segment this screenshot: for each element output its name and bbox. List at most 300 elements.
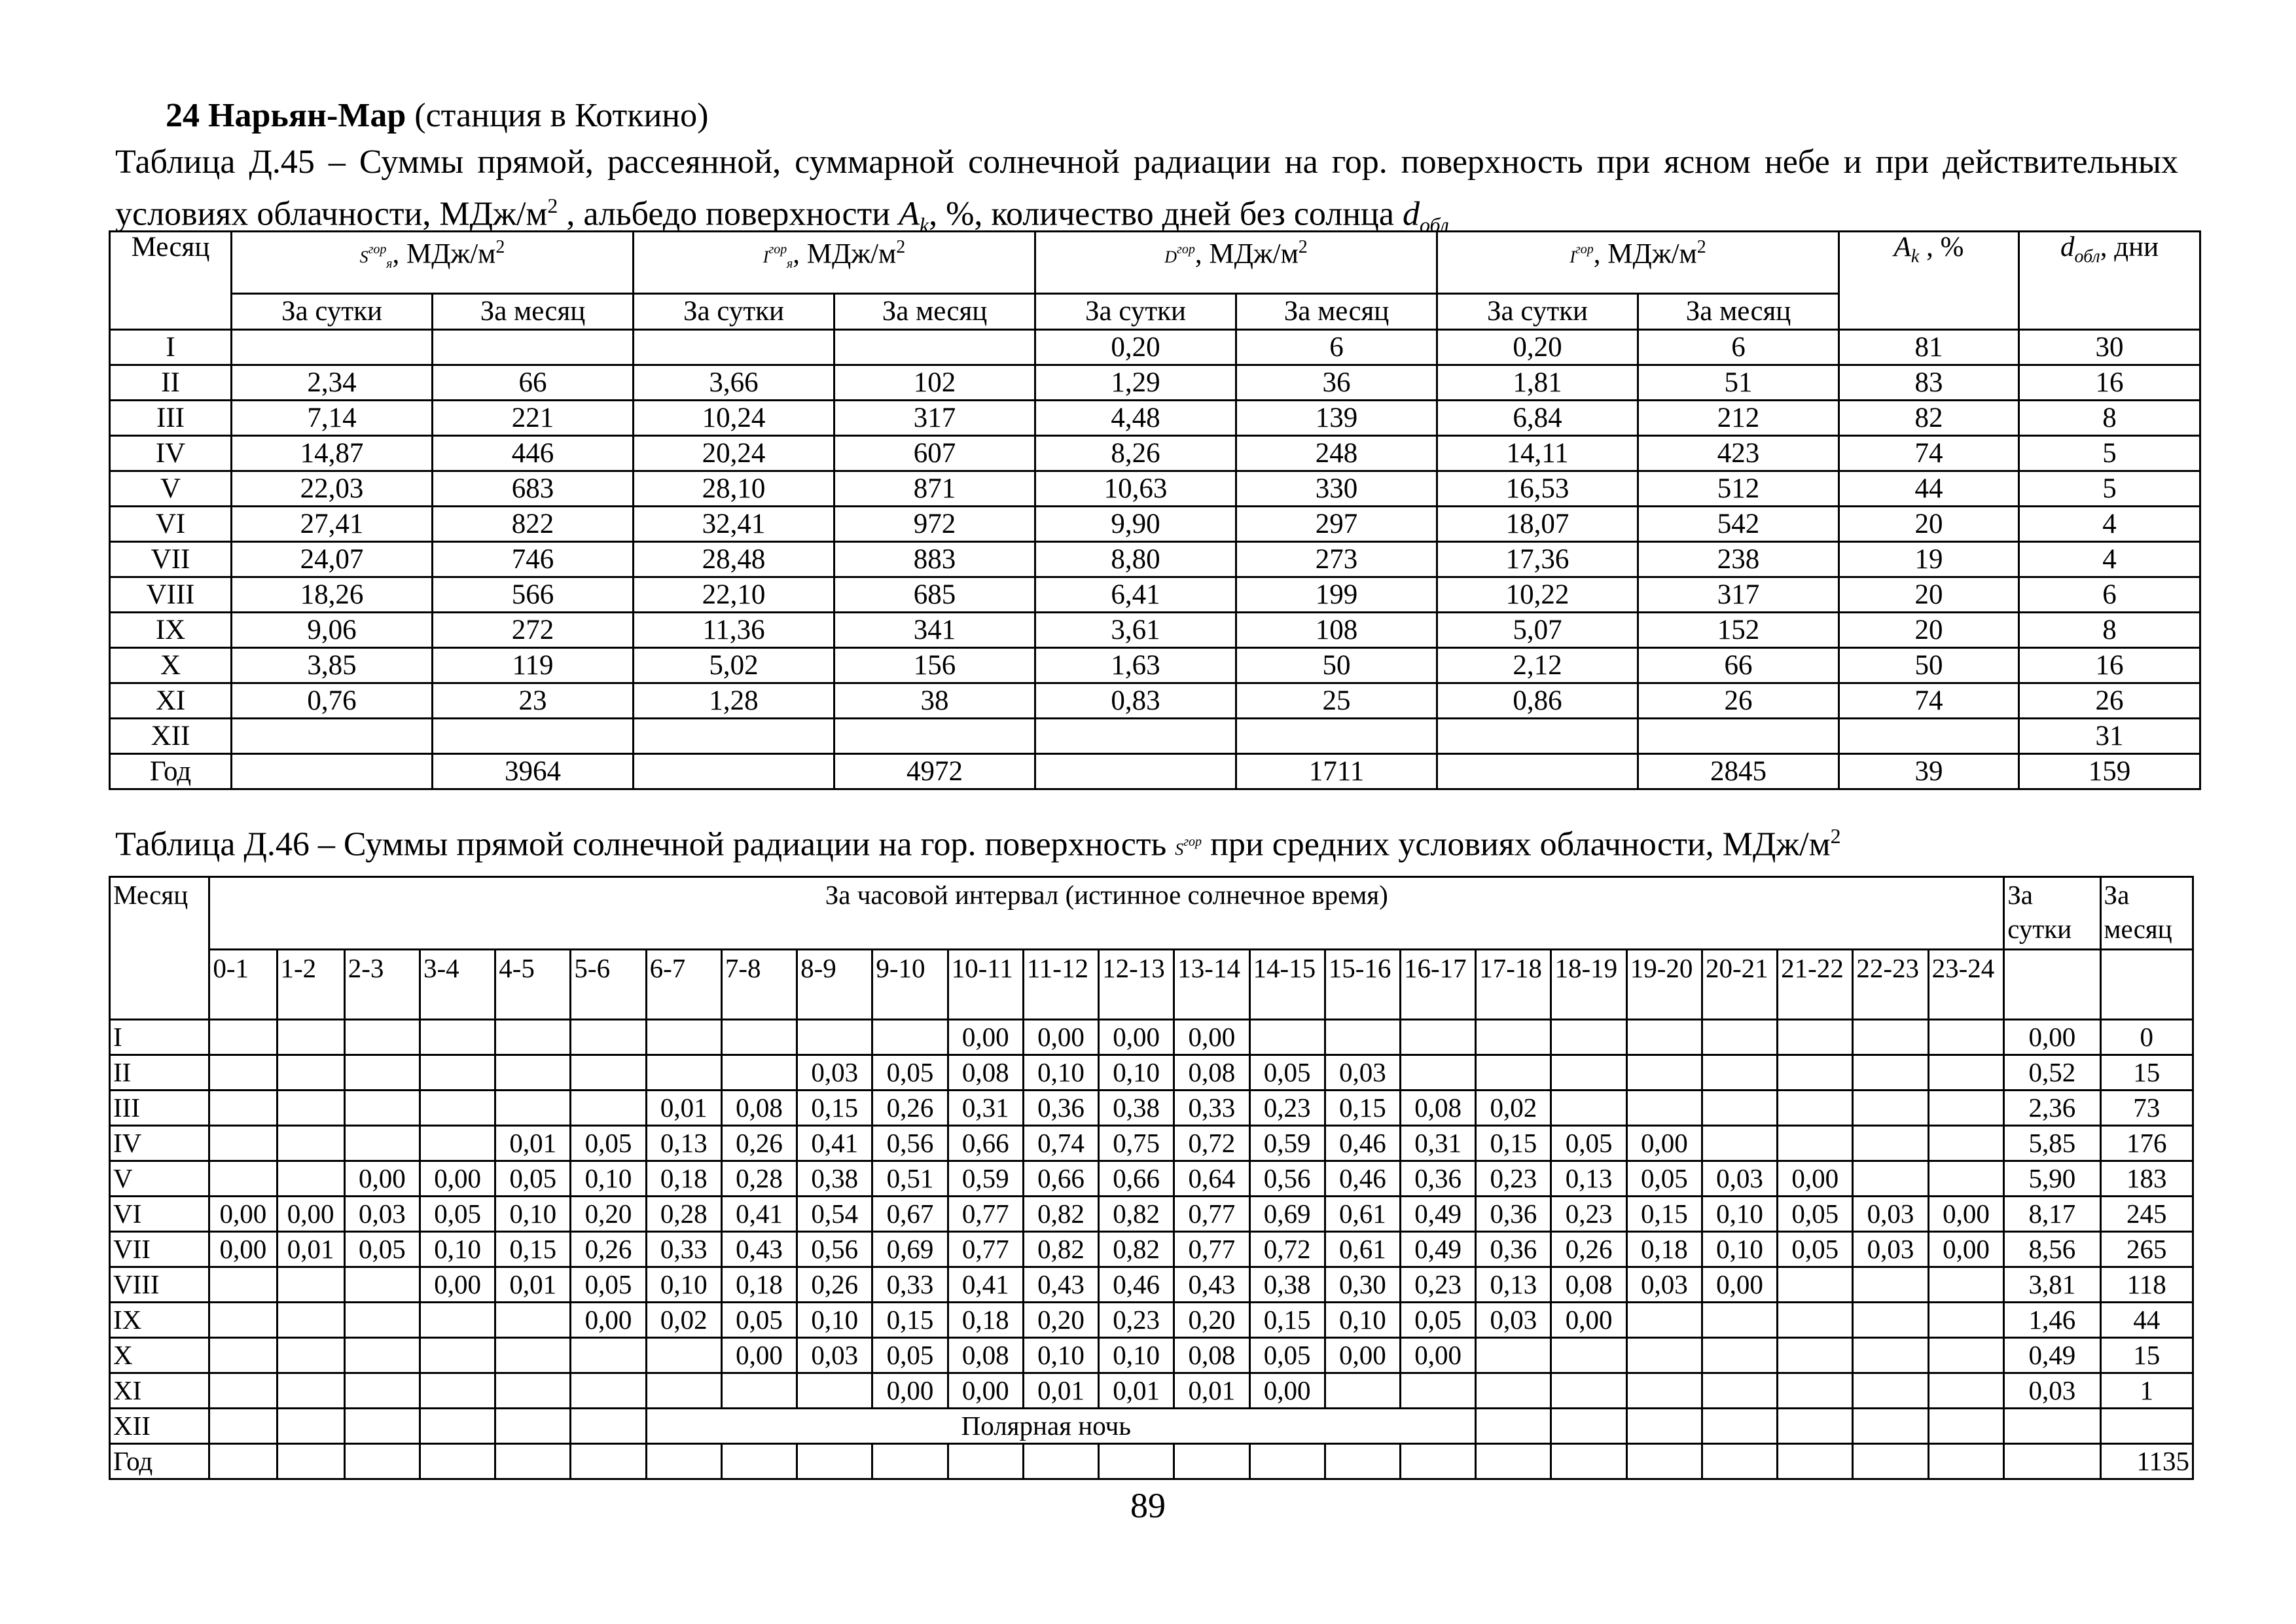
value-cell: 6 [1236,330,1437,365]
value-cell: 20 [1839,507,2019,542]
station-name: 24 Нарьян-Мар [166,97,406,134]
value-cell: 20,24 [634,436,834,471]
table-row [110,1020,2193,1055]
empty-cell [420,1409,495,1444]
value-cell [1476,1055,1551,1091]
empty-cell [571,1444,646,1479]
value-cell [277,1373,344,1409]
value-cell: 0,15 [797,1091,872,1126]
value-cell: 0,00 [1325,1338,1400,1373]
value-cell: 19 [1839,542,2019,577]
value-cell: 0,10 [1023,1055,1098,1091]
value-cell: 0,20 [1174,1303,1249,1338]
value-cell [495,1303,571,1338]
month-cell: VI [110,1197,209,1232]
value-cell [1778,1091,1853,1126]
value-cell [1853,1161,1928,1197]
value-cell: 0,33 [872,1267,948,1303]
value-cell [1626,1338,1702,1373]
value-cell: 0,75 [1099,1126,1174,1161]
empty-cell [277,1444,344,1479]
value-cell [634,719,834,754]
empty-cell [1325,1444,1400,1479]
value-cell: 24,07 [232,542,433,577]
value-cell: 0,00 [948,1373,1023,1409]
value-cell: 0,26 [872,1091,948,1126]
table45-direct-header: $S^{гор}я$, МДж/$м^2$ [232,232,634,294]
value-cell [571,1373,646,1409]
value-cell [344,1267,420,1303]
value-cell [1778,1373,1853,1409]
value-cell [1551,1373,1626,1409]
value-cell: 0,15 [1626,1197,1702,1232]
value-cell: 0,46 [1325,1161,1400,1197]
value-cell: 0,36 [1401,1161,1476,1197]
value-cell: 83 [1839,365,2019,401]
value-cell: 0,36 [1023,1091,1098,1126]
table-row [110,1267,2193,1303]
value-cell: 0,41 [797,1126,872,1161]
empty-cell [2004,950,2100,1020]
value-cell: 51 [1638,365,1839,401]
empty-cell [1702,1409,1777,1444]
value-cell: 0,66 [948,1126,1023,1161]
value-cell [646,1055,721,1091]
value-cell: 683 [433,471,634,507]
value-cell: 0,26 [721,1126,797,1161]
month-cell: VI [110,507,232,542]
month-cell: XII [110,719,232,754]
value-cell: 0,31 [948,1091,1023,1126]
value-cell [1928,1267,2004,1303]
month-cell: VIII [110,1267,209,1303]
value-cell [232,754,433,789]
value-cell [1401,1055,1476,1091]
value-cell: 0,00 [209,1197,277,1232]
value-cell [571,1055,646,1091]
hour-interval-header: 7-8 [721,950,797,1020]
value-cell [1702,1303,1777,1338]
value-cell: 9,90 [1035,507,1236,542]
value-cell: 245 [2100,1197,2193,1232]
value-cell: 0,03 [1853,1232,1928,1267]
value-cell [1702,1091,1777,1126]
value-cell [797,1373,872,1409]
value-cell [495,1338,571,1373]
month-cell: V [110,471,232,507]
value-cell: 0,41 [948,1267,1023,1303]
value-cell: 4 [2019,542,2200,577]
value-cell: 159 [2019,754,2200,789]
value-cell [433,330,634,365]
value-cell [834,719,1035,754]
table-row [110,1232,2193,1267]
hour-interval-header: 5-6 [571,950,646,1020]
value-cell: 0,00 [1401,1338,1476,1373]
value-cell: 0,38 [1099,1091,1174,1126]
value-cell [1325,1020,1400,1055]
value-cell [1626,1020,1702,1055]
value-cell: 0 [2100,1020,2193,1055]
value-cell: 0,05 [1778,1197,1853,1232]
value-cell: 0,10 [1702,1197,1777,1232]
hour-interval-header: 0-1 [209,950,277,1020]
hour-interval-header: 21-22 [1778,950,1853,1020]
value-cell: 20 [1839,613,2019,648]
value-cell [1626,1373,1702,1409]
value-cell [1928,1126,2004,1161]
value-cell [571,1091,646,1126]
table-row [110,1409,2193,1444]
empty-cell [721,1444,797,1479]
value-cell: 0,15 [872,1303,948,1338]
value-cell [1551,1338,1626,1373]
value-cell: 118 [2100,1267,2193,1303]
value-cell: 0,00 [2004,1020,2100,1055]
value-cell: 0,69 [1249,1197,1325,1232]
table45-albedo-header: $A_k$ , % [1839,232,2019,330]
table45-total-clear-header: $I^{гор}я$, МДж/$м^2$ [634,232,1035,294]
value-cell: 14,11 [1437,436,1638,471]
table-row [110,754,2200,789]
value-cell: 0,00 [721,1338,797,1373]
empty-cell [495,1444,571,1479]
value-cell [495,1091,571,1126]
value-cell: 0,00 [1778,1161,1853,1197]
value-cell [1778,1055,1853,1091]
value-cell: 0,03 [1853,1197,1928,1232]
value-cell: 81 [1839,330,2019,365]
value-cell: 28,10 [634,471,834,507]
empty-cell [571,1409,646,1444]
value-cell [420,1020,495,1055]
value-cell: 2,34 [232,365,433,401]
value-cell: 1135 [2100,1444,2193,1479]
value-cell: 0,66 [1099,1161,1174,1197]
value-cell: 0,05 [1249,1338,1325,1373]
table46-day-header: За сутки [2004,877,2100,950]
value-cell: 0,36 [1476,1232,1551,1267]
table-row [110,365,2200,401]
value-cell [1928,1091,2004,1126]
month-cell: IX [110,1303,209,1338]
value-cell [1437,754,1638,789]
value-cell: 5 [2019,436,2200,471]
value-cell: 0,26 [797,1267,872,1303]
value-cell: 7,14 [232,401,433,436]
month-cell: III [110,1091,209,1126]
value-cell [1853,1055,1928,1091]
month-cell: X [110,648,232,683]
value-cell: 330 [1236,471,1437,507]
value-cell: 0,05 [571,1267,646,1303]
value-cell: 273 [1236,542,1437,577]
hour-interval-header: 20-21 [1702,950,1777,1020]
value-cell: 0,66 [1023,1161,1098,1197]
month-cell: Год [110,754,232,789]
value-cell: 0,03 [797,1338,872,1373]
value-cell: 0,10 [1099,1338,1174,1373]
value-cell: 0,31 [1401,1126,1476,1161]
value-cell: 10,22 [1437,577,1638,613]
value-cell: 39 [1839,754,2019,789]
value-cell: 0,76 [232,683,433,719]
table-row [110,542,2200,577]
value-cell: 0,49 [1401,1197,1476,1232]
value-cell: 0,61 [1325,1197,1400,1232]
value-cell: 0,46 [1099,1267,1174,1303]
value-cell: 0,23 [1551,1197,1626,1232]
value-cell: 0,02 [646,1303,721,1338]
table-row [110,1091,2193,1126]
value-cell [420,1091,495,1126]
value-cell: 0,69 [872,1232,948,1267]
value-cell [1778,1303,1853,1338]
value-cell: 0,15 [1476,1126,1551,1161]
value-cell: 0,20 [1023,1303,1098,1338]
table-d46 [109,876,2194,1480]
value-cell: 18,07 [1437,507,1638,542]
value-cell [209,1055,277,1091]
hour-interval-header: 18-19 [1551,950,1626,1020]
value-cell: 0,03 [797,1055,872,1091]
empty-cell [344,1409,420,1444]
month-cell: IX [110,613,232,648]
value-cell [1702,1338,1777,1373]
value-cell [1035,719,1236,754]
month-cell: III [110,401,232,436]
value-cell: 74 [1839,436,2019,471]
value-cell: 0,05 [1626,1161,1702,1197]
value-cell [721,1020,797,1055]
table45-diffuse-header: $D^{гор}$, МДж/$м^2$ [1035,232,1437,294]
empty-cell [1401,1444,1476,1479]
value-cell: 265 [2100,1232,2193,1267]
value-cell: 0,43 [1174,1267,1249,1303]
value-cell: 0,77 [948,1232,1023,1267]
value-cell: 0,01 [1174,1373,1249,1409]
value-cell [1853,1126,1928,1161]
value-cell: 0,43 [1023,1267,1098,1303]
empty-cell [495,1409,571,1444]
table46-caption: Таблица Д.46 – Суммы прямой солнечной радиации на гор. поверхность $S^{гор}$ при средних условиях облачности, МДж/$м^2$ [115,824,1841,863]
table-row [110,1197,2193,1232]
value-cell: 8,80 [1035,542,1236,577]
value-cell: 0,18 [721,1267,797,1303]
month-cell: VIII [110,577,232,613]
value-cell: 0,72 [1174,1126,1249,1161]
value-cell: 0,05 [1551,1126,1626,1161]
hour-interval-header: 2-3 [344,950,420,1020]
value-cell: 0,56 [797,1232,872,1267]
value-cell: 0,03 [1702,1161,1777,1197]
value-cell: 0,23 [1476,1161,1551,1197]
month-cell: IV [110,436,232,471]
value-cell: 972 [834,507,1035,542]
value-cell: 1,46 [2004,1303,2100,1338]
value-cell: 0,15 [495,1232,571,1267]
value-cell: 0,61 [1325,1232,1400,1267]
hour-interval-header: 12-13 [1099,950,1174,1020]
value-cell: 0,41 [721,1197,797,1232]
value-cell [721,1055,797,1091]
table-d45 [109,230,2201,790]
value-cell: 14,87 [232,436,433,471]
value-cell [277,1267,344,1303]
value-cell: 0,05 [721,1303,797,1338]
value-cell [277,1338,344,1373]
value-cell: 0,26 [571,1232,646,1267]
value-cell: 0,05 [571,1126,646,1161]
value-cell [277,1091,344,1126]
empty-cell [2004,1409,2100,1444]
value-cell [634,754,834,789]
value-cell [209,1020,277,1055]
value-cell: 317 [834,401,1035,436]
value-cell: 0,86 [1437,683,1638,719]
table-row [110,1303,2193,1338]
value-cell: 0,28 [646,1197,721,1232]
table-row [110,1373,2193,1409]
value-cell: 0,00 [277,1197,344,1232]
empty-cell [1551,1444,1626,1479]
value-cell: 1,63 [1035,648,1236,683]
empty-cell [1249,1444,1325,1479]
value-cell [420,1373,495,1409]
value-cell: 0,23 [1249,1091,1325,1126]
value-cell: 0,13 [646,1126,721,1161]
value-cell: 1 [2100,1373,2193,1409]
value-cell: 0,05 [872,1055,948,1091]
value-cell: 0,43 [721,1232,797,1267]
value-cell [209,1338,277,1373]
value-cell [1702,1126,1777,1161]
value-cell: 0,59 [1249,1126,1325,1161]
value-cell: 0,10 [797,1303,872,1338]
value-cell [1778,1338,1853,1373]
value-cell: 0,20 [1437,330,1638,365]
value-cell [277,1303,344,1338]
value-cell: 0,01 [277,1232,344,1267]
value-cell: 31 [2019,719,2200,754]
value-cell: 0,00 [1702,1267,1777,1303]
value-cell: 423 [1638,436,1839,471]
empty-cell [1174,1444,1249,1479]
hour-interval-header: 16-17 [1401,950,1476,1020]
value-cell: 0,08 [1551,1267,1626,1303]
table45-caption: Таблица Д.45 – Суммы прямой, рассеянной, суммарной солнечной радиации на гор. поверхность при ясном небе и при действительных условиях облачности, МДж/$м^2$ , альбедо поверхности $A_k$, %, количество дней без солнца $d_{обл}$ [115,143,2178,237]
value-cell [1035,754,1236,789]
value-cell: 0,20 [1035,330,1236,365]
value-cell: 6,41 [1035,577,1236,613]
hour-interval-header: 14-15 [1249,950,1325,1020]
value-cell: 0,00 [1626,1126,1702,1161]
month-cell: VII [110,542,232,577]
empty-cell [344,1444,420,1479]
value-cell [232,719,433,754]
value-cell: 317 [1638,577,1839,613]
hour-interval-header: 22-23 [1853,950,1928,1020]
value-cell: 0,77 [1174,1197,1249,1232]
value-cell: 0,08 [948,1055,1023,1091]
table46-interval-header: За часовой интервал (истинное солнечное время) [209,877,2004,950]
value-cell: 28,48 [634,542,834,577]
table-row [110,436,2200,471]
table-row [110,1126,2193,1161]
value-cell: 6,84 [1437,401,1638,436]
value-cell: 0,18 [1626,1232,1702,1267]
hour-interval-header: 8-9 [797,950,872,1020]
value-cell [1551,1055,1626,1091]
value-cell [209,1267,277,1303]
value-cell [1702,1055,1777,1091]
table45-subheader-row: За сутки За месяц За сутки За месяц За сутки За месяц За сутки За месяц [110,294,2200,330]
value-cell: 0,08 [721,1091,797,1126]
table46-month-header: Месяц [110,877,209,1020]
value-cell: 0,56 [872,1126,948,1161]
value-cell: 16,53 [1437,471,1638,507]
value-cell: 0,13 [1551,1161,1626,1197]
value-cell [495,1020,571,1055]
value-cell [1401,1373,1476,1409]
table-row [110,471,2200,507]
value-cell [1853,1091,1928,1126]
value-cell [1853,1338,1928,1373]
empty-cell [1853,1444,1928,1479]
value-cell [1853,1373,1928,1409]
value-cell: 512 [1638,471,1839,507]
value-cell: 0,74 [1023,1126,1098,1161]
value-cell: 3,81 [2004,1267,2100,1303]
value-cell [1638,719,1839,754]
empty-cell [1099,1444,1174,1479]
value-cell: 0,46 [1325,1126,1400,1161]
value-cell: 44 [1839,471,2019,507]
value-cell: 0,28 [721,1161,797,1197]
table46-body [110,1020,2193,1479]
value-cell: 23 [433,683,634,719]
value-cell [344,1303,420,1338]
value-cell [1476,1338,1551,1373]
table-row [110,507,2200,542]
value-cell: 0,49 [1401,1232,1476,1267]
value-cell [1853,1267,1928,1303]
value-cell: 0,51 [872,1161,948,1197]
value-cell [1853,1303,1928,1338]
value-cell [277,1126,344,1161]
value-cell: 9,06 [232,613,433,648]
value-cell: 0,00 [1249,1373,1325,1409]
value-cell: 0,33 [1174,1091,1249,1126]
value-cell: 0,01 [495,1126,571,1161]
empty-cell [1778,1409,1853,1444]
value-cell: 26 [1638,683,1839,719]
value-cell: 0,02 [1476,1091,1551,1126]
value-cell: 0,01 [646,1091,721,1126]
empty-cell [209,1444,277,1479]
value-cell: 5,90 [2004,1161,2100,1197]
value-cell: 0,64 [1174,1161,1249,1197]
value-cell: 0,03 [1325,1055,1400,1091]
value-cell [1626,1091,1702,1126]
value-cell: 0,08 [1401,1091,1476,1126]
polar-night-cell: Полярная ночь [646,1409,1476,1444]
value-cell: 685 [834,577,1035,613]
value-cell: 8 [2019,613,2200,648]
empty-cell [1928,1409,2004,1444]
value-cell: 0,01 [1099,1373,1174,1409]
value-cell [277,1020,344,1055]
